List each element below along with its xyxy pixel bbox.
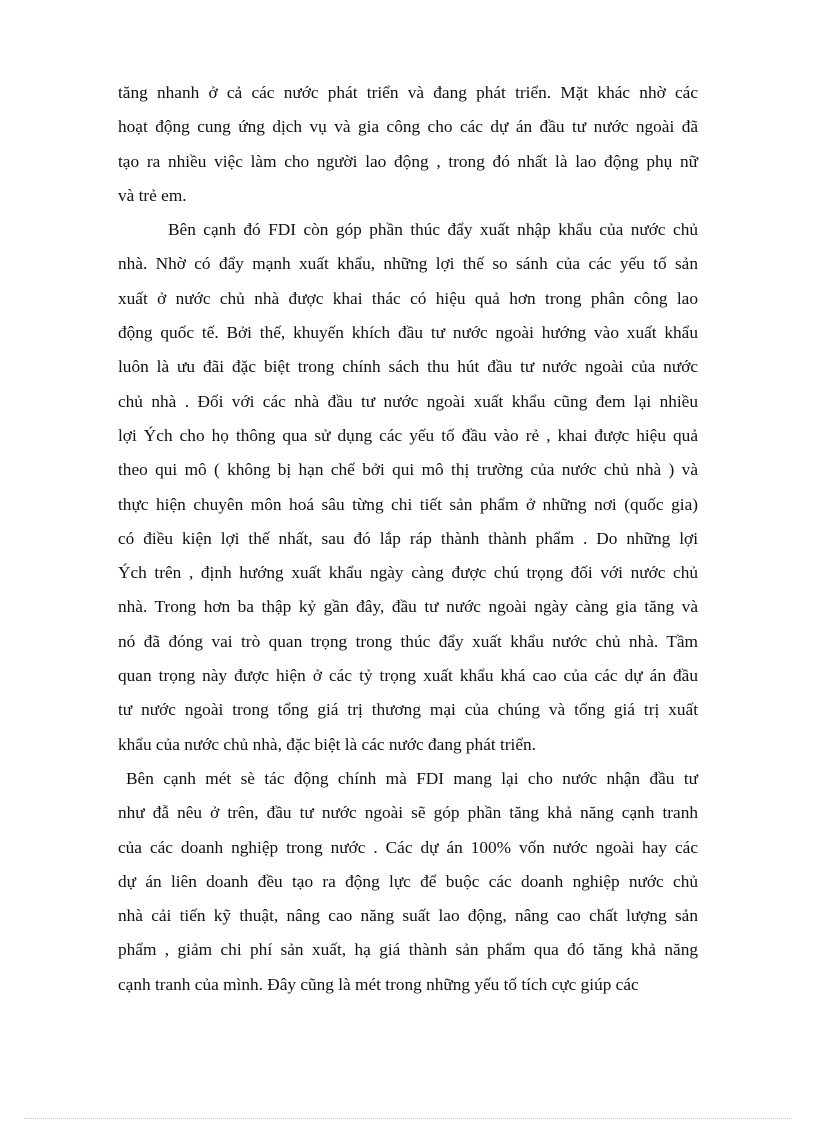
text-line: lợi Ých cho họ thông qua sử dụng các yếu tố đầu vào rẻ , khai được hiệu quả [118, 425, 698, 445]
text-line: tạo ra nhiều việc làm cho người lao động , trong đó nhất là lao động phụ nữ [118, 151, 698, 171]
text-line: của các doanh nghiệp trong nước . Các dự án 100% vốn nước ngoài hay các [118, 837, 698, 857]
text-line: và trẻ em. [118, 185, 187, 205]
text-line: dự án liên doanh đều tạo ra động lực để buộc các doanh nghiệp nước chủ [118, 871, 698, 891]
text-line: tư nước ngoài trong tổng giá trị thương mại của chúng và tổng giá trị xuất [118, 700, 698, 720]
body-text [118, 76, 698, 1002]
text-line: nhà. Trong hơn ba thập kỷ gần đây, đầu tư nước ngoài ngày càng gia tăng và [118, 597, 698, 617]
text-line: luôn là ưu đãi đặc biệt trong chính sách thu hút đầu tư nước ngoài của nước [118, 357, 698, 377]
text-line: nhà cải tiến kỹ thuật, nâng cao năng suất lao động, nâng cao chất lượng sản [118, 906, 698, 926]
text-line: khẩu của nước chủ nhà, đặc biệt là các nước đang phát triển. [118, 734, 536, 754]
text-line: Bên cạnh mét sè tác động chính mà FDI mang lại cho nước nhận đầu tư [126, 768, 698, 788]
text-line: tăng nhanh ở cả các nước phát triển và đang phát triển. Mặt khác nhờ các [118, 83, 698, 102]
text-line: chủ nhà . Đối với các nhà đầu tư nước ngoài xuất khẩu cũng đem lại nhiều [118, 391, 698, 411]
text-line: cạnh tranh của mình. Đây cũng là mét trong những yếu tố tích cực giúp các [118, 974, 639, 994]
text-line: nhà. Nhờ có đẩy mạnh xuất khẩu, những lợi thế so sánh của các yếu tố sản [118, 254, 698, 274]
text-line: như đẫ nêu ở trên, đầu tư nước ngoài sẽ góp phần tăng khả năng cạnh tranh [118, 803, 698, 823]
text-line: theo qui mô ( không bị hạn chế bởi qui mô thị trường của nước chủ nhà ) và [118, 460, 698, 480]
text-line: thực hiện chuyên môn hoá sâu từng chi tiết sản phẩm ở những nơi (quốc gia) [118, 494, 698, 514]
text-line: xuất ở nước chủ nhà được khai thác có hiệu quả hơn trong phân công lao [118, 288, 698, 308]
page-bottom-rule [24, 1118, 792, 1119]
text-line: nó đã đóng vai trò quan trọng trong thúc đẩy xuất khẩu nước chủ nhà. Tầm [118, 631, 698, 651]
text-line: quan trọng này được hiện ở các tỷ trọng xuất khẩu khá cao của các dự án đầu [118, 666, 698, 686]
text-line: Bên cạnh đó FDI còn góp phần thúc đẩy xuất nhập khẩu của nước chủ [168, 220, 698, 240]
text-line: động quốc tế. Bởi thế, khuyến khích đầu tư nước ngoài hướng vào xuất khẩu [118, 323, 698, 343]
text-line: phẩm , giảm chi phí sản xuất, hạ giá thành sản phẩm qua đó tăng khả năng [118, 940, 698, 960]
text-line: hoạt động cung ứng dịch vụ và gia công cho các dự án đầu tư nước ngoài đã [118, 117, 698, 137]
text-line: có điều kiện lợi thế nhất, sau đó lắp ráp thành thành phẩm . Do những lợi [118, 528, 698, 548]
text-line: Ých trên , định hướng xuất khẩu ngày càng được chú trọng đối với nước chủ [118, 563, 698, 583]
